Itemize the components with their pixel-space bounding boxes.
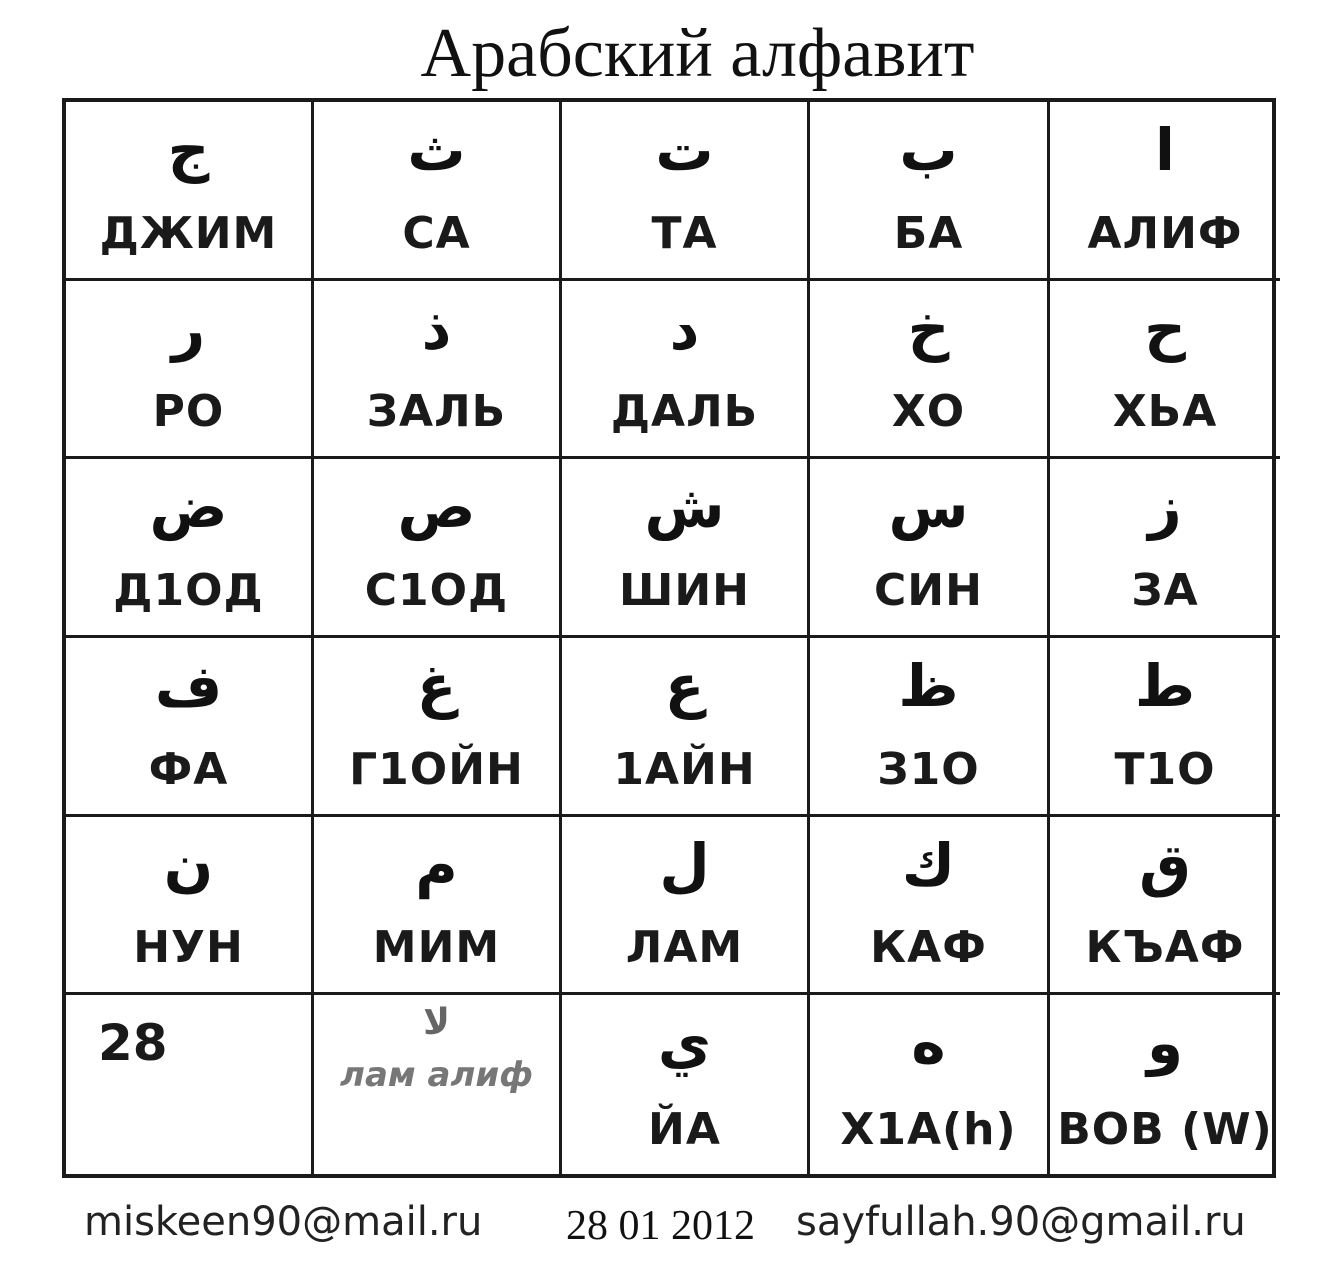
letter-cell-kha [1050,281,1280,460]
arabic-letter: س [888,473,969,542]
letter-name: КАФ [870,922,987,974]
letter-cell-zo [810,638,1050,817]
arabic-letter: و [1146,1009,1184,1078]
arabic-letter: ث [407,116,466,184]
letter-cell-za [1050,459,1280,638]
footer-email-right: sayfullah.90@gmail.ru [796,1199,1246,1245]
letter-name: СИН [874,565,983,616]
letter-name: ЗАЛЬ [366,386,507,438]
letter-cell-ta [562,102,810,281]
letter-name: БА [893,207,964,259]
letter-name: ЗА [1131,565,1199,616]
arabic-letter: غ [416,652,457,720]
letter-name: НУН [133,922,244,974]
arabic-letter: ظ [898,652,959,720]
page-title: Арабский алфавит [420,15,975,92]
letter-cell-lam [562,817,810,996]
arabic-letter: د [669,294,700,363]
arabic-letter: ص [397,473,476,542]
letter-cell-fa [66,638,314,817]
arabic-letter: خ [907,294,950,363]
letter-count: 28 [98,1014,168,1073]
letter-cell-zal [314,281,562,460]
letter-cell-ayn [562,638,810,817]
arabic-letter: ش [644,473,725,542]
arabic-letter: ج [167,116,210,184]
letter-name: 1АЙН [613,743,756,795]
letter-name: ТА [651,207,718,259]
arabic-letter: ر [171,294,206,363]
arabic-letter: ك [901,830,956,899]
letter-name: ФА [148,743,229,795]
letter-cell-sin [810,459,1050,638]
arabic-letter: ع [664,652,705,720]
letter-count-cell [66,995,314,1174]
arabic-letter: لا [423,1002,450,1044]
letter-name: Х1А(h) [840,1104,1017,1155]
letter-cell-qaf [1050,817,1280,996]
letter-name: Г1ОЙН [349,743,524,795]
letter-name: ХЬА [1112,386,1218,438]
letter-cell-to [1050,638,1280,817]
letter-cell-dod [66,459,314,638]
letter-name: МИМ [372,922,501,974]
letter-name: ХО [891,386,966,438]
letter-name: ДАЛЬ [610,386,759,438]
letter-cell-alif [1050,102,1280,281]
arabic-letter: ح [1144,294,1186,363]
letter-cell-lam-alif [314,995,562,1174]
letter-name: ЛАМ [625,922,744,974]
letter-cell-ba [810,102,1050,281]
letter-cell-waw [1050,995,1280,1174]
arabic-letter: ه [911,1009,946,1078]
letter-name: АЛИФ [1087,207,1243,259]
letter-cell-sa [314,102,562,281]
arabic-letter: ض [149,473,228,542]
arabic-letter: ا [1155,116,1175,184]
letter-name: лам алиф [340,1055,533,1096]
letter-cell-jim [66,102,314,281]
letter-name: С1ОД [364,565,509,616]
letter-name: ДЖИМ [99,207,278,259]
arabic-letter: ب [899,116,958,184]
letter-cell-kho [810,281,1050,460]
letter-cell-shin [562,459,810,638]
letter-name: РО [152,386,225,438]
letter-name: ЙА [648,1104,721,1155]
letter-cell-mim [314,817,562,996]
letter-cell-ha [810,995,1050,1174]
letter-name: Д1ОД [113,565,264,616]
letter-name: ВОВ (W) [1057,1104,1273,1155]
letter-cell-kaf [810,817,1050,996]
arabic-letter: ق [1139,830,1191,899]
letter-name: З1О [877,743,980,795]
letter-cell-ro [66,281,314,460]
arabic-letter: ز [1148,473,1182,542]
letter-cell-dal [562,281,810,460]
arabic-letter: ف [154,652,223,720]
arabic-letter: ي [657,1009,712,1078]
alphabet-table [62,98,1276,1178]
letter-name: ШИН [618,565,750,616]
letter-name: КЪАФ [1085,922,1245,974]
letter-name: СА [402,207,471,259]
letter-name: Т1О [1114,743,1216,795]
footer-email-left: miskeen90@mail.ru [84,1199,483,1245]
arabic-letter: م [415,830,458,899]
footer-date: 28 01 2012 [566,1203,755,1249]
arabic-letter: ذ [421,294,452,363]
letter-cell-ghoyn [314,638,562,817]
arabic-letter: ط [1134,652,1196,720]
letter-cell-nun [66,817,314,996]
arabic-letter: ل [659,830,710,899]
arabic-letter: ن [163,830,214,899]
letter-cell-sod [314,459,562,638]
letter-cell-ya [562,995,810,1174]
arabic-letter: ت [655,116,714,184]
